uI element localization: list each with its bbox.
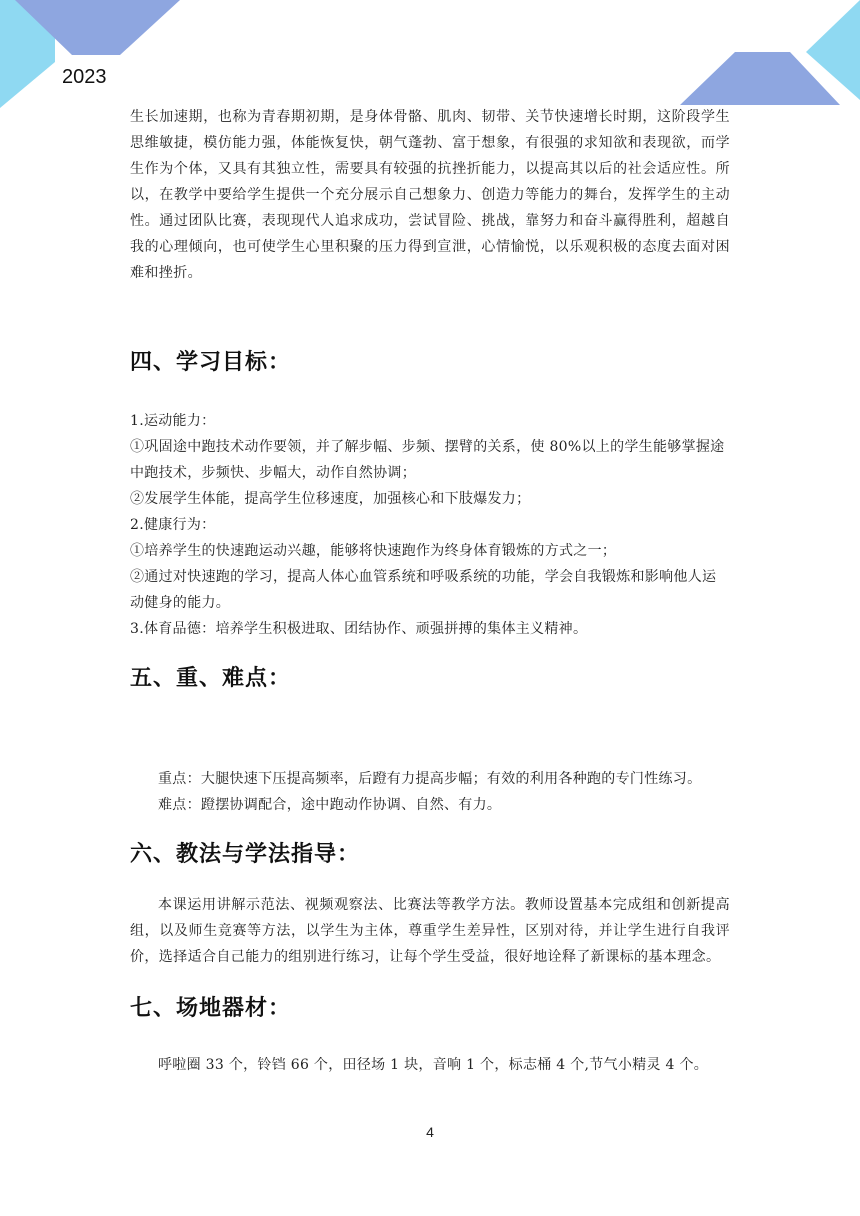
objective-line: 3.体育品德：培养学生积极进取、团结协作、顽强拼搏的集体主义精神。 xyxy=(130,621,588,637)
objective-line: ①培养学生的快速跑运动兴趣，能够将快速跑作为终身体育锻炼的方式之一； xyxy=(130,543,617,559)
intro-paragraph: 生长加速期，也称为青春期初期，是身体骨骼、肌肉、韧带、关节快速增长时期，这阶段学生思维敏捷，模仿能力强，体能恢复快，朝气蓬勃、富于想象，有很强的求知欲和表现欲，而学生作为个体，又具有其独立性，需要具有较强的抗挫折能力，以提高其以后的社会适应性。所以，在教学中要给学生提供一个充分展示自己想象力、创造力等能力的舞台，发挥学生的主动性。通过团队比赛，表现现代人追求成功，尝试冒险、挑战，靠努力和奋斗赢得胜利，超越自我的心理倾向，也可使学生心里积聚的压力得到宣泄，心情愉悦，以乐观积极的态度去面对困难和挫折。 xyxy=(130,109,730,281)
teaching-method-paragraph: 本课运用讲解示范法、视频观察法、比赛法等教学方法。教师设置基本完成组和创新提高组，以及师生竞赛等方法，以学生为主体，尊重学生差异性，区别对待，并让学生进行自我评价，选择适合自己能力的组别进行练习，让每个学生受益，很好地诠释了新课标的基本理念。 xyxy=(130,897,730,965)
difficult-point-line: 难点：蹬摆协调配合，途中跑动作协调、自然、有力。 xyxy=(158,797,502,813)
equipment-line: 呼啦圈 33 个，铃铛 66 个，田径场 1 块，音响 1 个，标志桶 4 个,节气小精灵 4 个。 xyxy=(158,1057,709,1073)
document-body xyxy=(130,104,730,1078)
key-point-line: 重点：大腿快速下压提高频率，后蹬有力提高步幅；有效的利用各种跑的专门性练习。 xyxy=(158,771,702,787)
learning-objectives xyxy=(130,408,730,642)
section-5-heading: 五、重、难点： xyxy=(130,666,292,691)
header-year: 2023 xyxy=(62,66,107,88)
objective-line: 1.运动能力： xyxy=(130,413,216,429)
section-4-heading: 四、学习目标： xyxy=(130,350,292,375)
key-points xyxy=(130,766,730,818)
header-decoration xyxy=(0,0,860,110)
objective-line: ②通过对快速跑的学习，提高人体心血管系统和呼吸系统的功能，学会自我锻炼和影响他人运动健身的能力。 xyxy=(130,569,717,611)
objective-line: ①巩固途中跑技术动作要领，并了解步幅、步频、摆臂的关系，使 80%以上的学生能够掌握途中跑技术，步频快、步幅大，动作自然协调； xyxy=(130,439,725,481)
section-6-heading: 六、教法与学法指导： xyxy=(130,842,361,867)
objective-line: 2.健康行为： xyxy=(130,517,216,533)
section-7-heading: 七、场地器材： xyxy=(130,996,292,1021)
page-number: 4 xyxy=(426,1124,434,1140)
objective-line: ②发展学生体能，提高学生位移速度，加强核心和下肢爆发力； xyxy=(130,491,531,507)
